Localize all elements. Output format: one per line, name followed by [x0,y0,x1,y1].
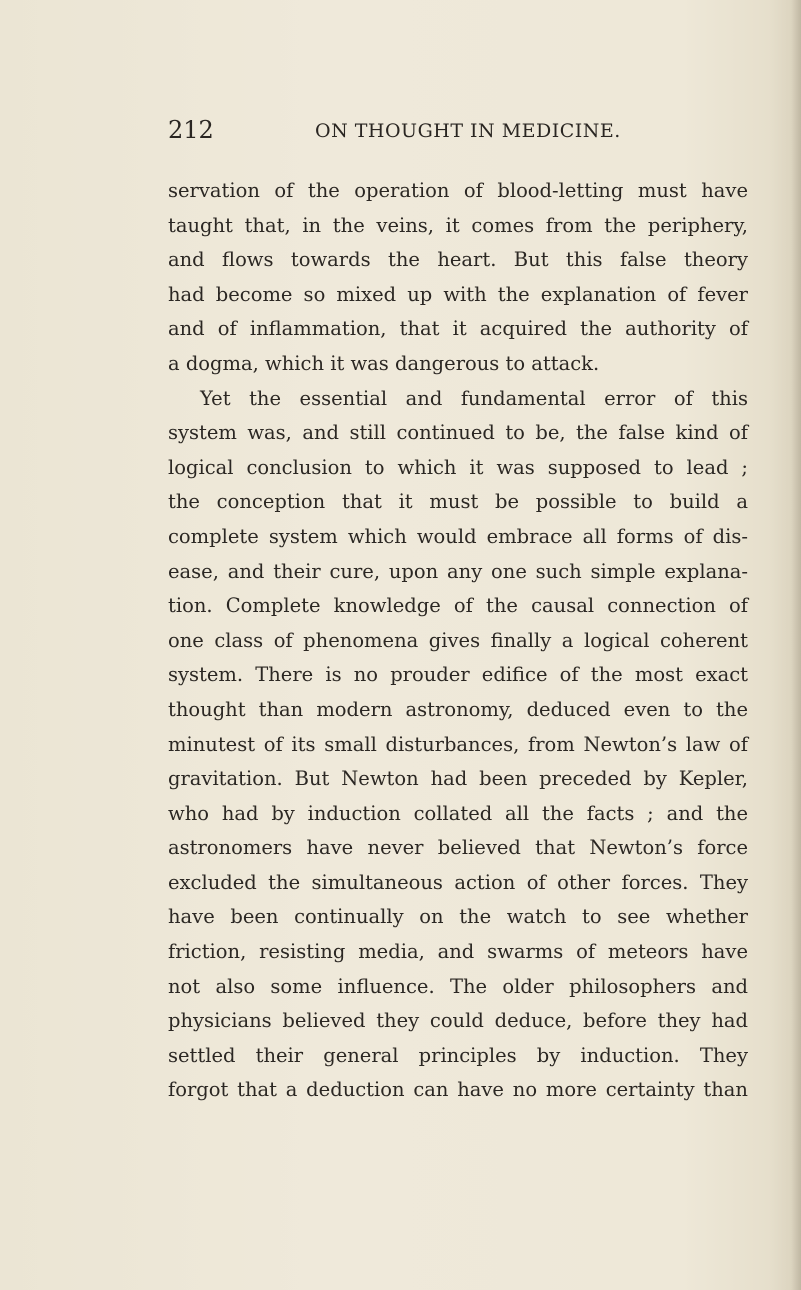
text-line: astronomers have never believed that Newton’s force [168,836,748,860]
body-text [168,174,748,1108]
text-line: and flows towards the heart. But this false theory [168,248,748,272]
text-line: thought than modern astronomy, deduced even to the [168,697,748,721]
text-line: friction, resisting media, and swarms of meteors have [168,940,748,964]
text-line: physicians believed they could deduce, before they had [168,1009,748,1033]
text-line: have been continually on the watch to see whether [168,905,748,929]
text-line: one class of phenomena gives finally a logical coherent [168,628,748,652]
running-head: ON THOUGHT IN MEDICINE. [315,120,621,142]
text-line: servation of the operation of blood-letting must have [168,179,748,202]
text-line: forgot that a deduction can have no more certainty than [168,1078,748,1102]
page-number: 212 [168,116,214,144]
text-line: excluded the simultaneous action of other forces. They [168,870,748,894]
text-line: minutest of its small disturbances, from Newton’s law of [168,732,748,756]
text-line: and of inflammation, that it acquired the authority of [168,317,748,341]
page-edge-shadow [791,0,801,1290]
text-line: who had by induction collated all the facts ; and the [168,801,748,825]
text-line: logical conclusion to which it was supposed to lead ; [168,455,748,479]
paragraph-start-line: Yet the essential and fundamental error of this [200,386,748,410]
text-line: ease, and their cure, upon any one such simple explana- [168,559,748,583]
text-line: system. There is no prouder edifice of the most exact [168,663,748,687]
text-line: complete system which would embrace all forms of dis- [168,524,748,548]
text-line: gravitation. But Newton had been preceded by Kepler, [168,767,748,791]
paragraph-end-line: a dogma, which it was dangerous to attack. [168,351,600,375]
text-line: not also some influence. The older philosophers and [168,974,748,998]
text-line: settled their general principles by induction. They [168,1043,748,1067]
page-header [168,116,748,146]
text-line: system was, and still continued to be, the false kind of [168,421,748,445]
text-line: had become so mixed up with the explanation of fever [168,282,748,306]
text-line: taught that, in the veins, it comes from the periphery, [168,213,748,237]
text-line: the conception that it must be possible to build a [168,490,748,514]
text-line: tion. Complete knowledge of the causal connection of [168,594,748,618]
